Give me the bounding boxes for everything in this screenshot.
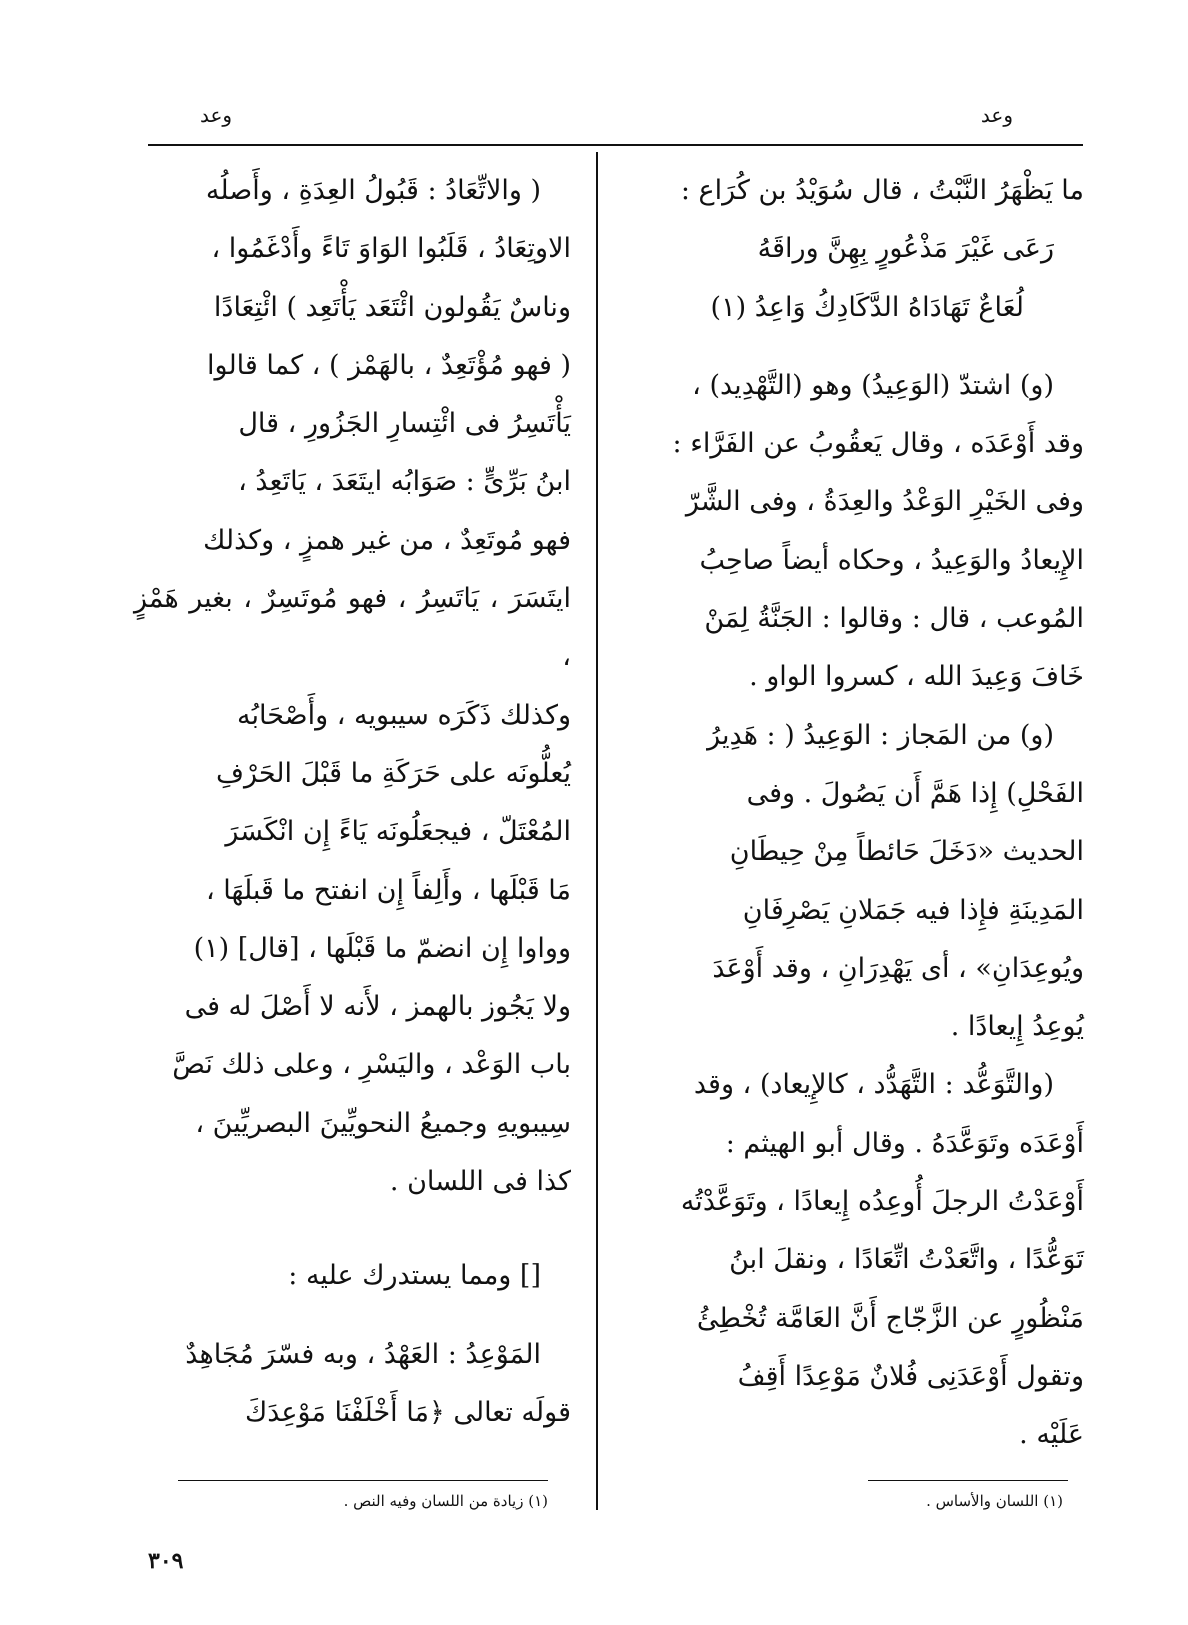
- text-line: ( فهو مُؤْتَعِدٌ ، بالهَمْز ) ، كما قالوا: [207, 349, 571, 381]
- verse-line: رَعَى غَيْرَ مَذْعُورٍ بِهِنَّ وراقَهُ: [757, 233, 1054, 265]
- text-line: قولَه تعالى ﴿مَا أَخْلَفْنَا مَوْعِدَكَ: [244, 1396, 571, 1428]
- text-line: المَدِينَةِ فإِذا فيه جَمَلانِ يَصْرِفَانِ: [742, 894, 1084, 926]
- text-line: أَوْعَدْتُ الرجلَ أُوعِدُه إِيعادًا ، وتَوَعَّدْتُه: [680, 1186, 1084, 1218]
- text-line: وقد أَوْعَدَه ، وقال يَعقُوبُ عن الفَرَّاء :: [672, 428, 1084, 460]
- text-line: ابنُ بَرِّىٍّ : صَوَابُه ايتَعَدَ ، يَاتَعِدُ ،: [238, 466, 571, 498]
- text-line: عَلَيْه .: [1019, 1419, 1084, 1451]
- text-line: مَا قَبْلَها ، وأَلِفاً إِن انفتح ما قَبلَهَا ،: [205, 874, 571, 906]
- footnote-rule-left: [178, 1480, 548, 1481]
- text-line: كذا فى اللسان .: [389, 1166, 571, 1198]
- text-line: ( والاتِّعَادُ : قَبُولُ العِدَةِ ، وأَصلُه: [205, 175, 541, 206]
- text-line: الفَحْلِ) إِذا هَمَّ أَن يَصُولَ . وفى: [746, 777, 1084, 809]
- footnote-right: (١) اللسان والأساس .: [926, 1492, 1063, 1510]
- text-line: ايتَسَرَ ، يَاتَسِرُ ، فهو مُوتَسِرٌ ، بغير هَمْزٍ ،: [134, 583, 571, 673]
- text-column-right: [619, 162, 1084, 1465]
- text-line: يَأْتَسِرُ فى ائْتِسارِ الجَزُورِ ، قال: [238, 408, 571, 440]
- text-line: ما يَظْهَرُ النَّبْتُ ، قال سُوَيْدُ بن كُرَاع :: [680, 175, 1084, 206]
- text-line: خَافَ وَعِيدَ الله ، كسروا الواو .: [749, 661, 1084, 693]
- header-rule: [148, 144, 1083, 146]
- text-line: تَوَعُّدًا ، واتَّعَدْتُ اتِّعَادًا ، ونقلَ ابنُ: [729, 1244, 1084, 1276]
- column-divider: [596, 152, 598, 1510]
- section-heading: [] ومما يستدرك عليه :: [288, 1260, 541, 1292]
- text-line: باب الوَعْد ، واليَسْرِ ، وعلى ذلك نَصَّ: [172, 1049, 571, 1081]
- text-line: يُوعِدُ إِيعادًا .: [950, 1011, 1084, 1043]
- text-line: ولا يَجُوز بالهمز ، لأَنه لا أَصْلَ له فى: [184, 991, 571, 1023]
- text-line: سِيبويهِ وجميعُ النحويِّينَ البصريِّينَ ،: [195, 1107, 571, 1139]
- verse-line: لُعَاعٌ تَهَادَاهُ الدَّكَادِكُ وَاعِدُ (١): [710, 291, 1024, 323]
- text-line: المُوعب ، قال : وقالوا : الجَنَّةُ لِمَنْ: [704, 603, 1084, 635]
- text-line: (و) اشتدّ (الوَعِيدُ) وهو (التَّهْدِيد) ،: [692, 369, 1054, 401]
- text-line: مَنْظُورٍ عن الزَّجّاج أَنَّ العَامَّة تُخْطِئُ: [696, 1302, 1084, 1334]
- text-line: الاوتِعَادُ ، قَلَبُوا الوَاوَ تَاءً وأَدْغَمُوا ،: [211, 233, 571, 265]
- running-header-left: وعد: [200, 103, 233, 127]
- text-line: الحديث «دَخَلَ حَائطاً مِنْ حِيطَانِ: [729, 836, 1084, 868]
- text-line: وتقول أَوْعَدَنِى فُلانٌ مَوْعِدًا أَقِفُ: [737, 1360, 1084, 1392]
- text-line: المُعْتَلّ ، فيجعَلُونَه يَاءً إِن انْكَسَرَ: [225, 816, 571, 848]
- text-column-left: [134, 162, 571, 1442]
- text-line: أَوْعَدَه وتَوَعَّدَهُ . وقال أبو الهيثم :: [725, 1127, 1084, 1159]
- text-line: وفى الخَيْرِ الوَعْدُ والعِدَةُ ، وفى الشَّرّ: [685, 486, 1084, 518]
- text-line: (والتَّوَعُّد : التَّهَدُّد ، كالإِيعاد) ، وقد: [693, 1069, 1054, 1101]
- text-line: (و) من المَجاز : الوَعِيدُ ( : هَدِيرُ: [707, 719, 1054, 751]
- running-header-right: وعد: [980, 103, 1013, 127]
- text-line: وناسٌ يَقُولون ائْتَعَد يَأْتَعِد ) ائْتِعَادًا: [213, 291, 571, 323]
- page-number: ٣٠٩: [148, 1548, 184, 1574]
- text-line: ويُوعِدَانِ» ، أى يَهْدِرَانِ ، وقد أَوْعَدَ: [712, 952, 1084, 984]
- footnote-rule-right: [868, 1480, 1068, 1481]
- text-line: يُعلُّونَه على حَرَكَةِ ما قَبْلَ الحَرْفِ: [215, 757, 571, 789]
- text-line: الإِيعادُ والوَعِيدُ ، وحكاه أيضاً صاحِبُ: [699, 544, 1084, 576]
- text-line: فهو مُوتَعِدٌ ، من غير همزٍ ، وكذلك: [203, 524, 571, 556]
- text-line: المَوْعِدُ : العَهْدُ ، وبه فسّرَ مُجَاهِدٌ: [185, 1338, 541, 1370]
- text-line: وكذلك ذَكَرَه سيبويه ، وأَصْحَابُه: [237, 699, 571, 731]
- footnote-left: (١) زيادة من اللسان وفيه النص .: [343, 1492, 548, 1510]
- text-line: وواوا إِن انضمّ ما قَبْلَها ، [قال] (١): [193, 932, 571, 964]
